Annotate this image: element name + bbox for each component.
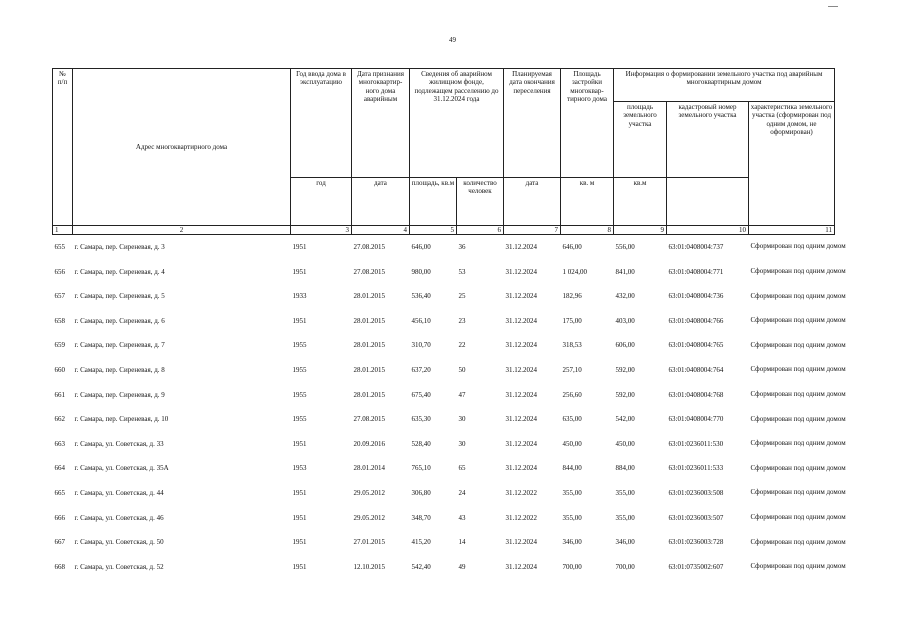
- table-row: [53, 235, 835, 260]
- row-people: 14: [458, 538, 466, 547]
- row-planned-date: 31.12.2022: [505, 489, 538, 498]
- row-planned-date: 31.12.2024: [505, 390, 538, 399]
- row-people: 53: [458, 267, 466, 276]
- row-land-area: 542,00: [615, 415, 635, 424]
- table-row: [53, 432, 835, 457]
- row-address: г. Самара, пер. Сиреневая, д. 5: [74, 292, 165, 301]
- row-number: 665: [54, 489, 65, 498]
- row-land-characteristic: Сформирован под одним домом: [750, 242, 846, 251]
- row-land-characteristic: Сформирован под одним домом: [750, 537, 846, 546]
- table-body: [53, 235, 846, 580]
- row-cadastral-number: 63:01:0408004:770: [668, 415, 724, 424]
- row-address: г. Самара, пер. Сиреневая, д. 7: [74, 341, 165, 350]
- header-planned-date: Планируемая дата окончания переселения: [504, 69, 561, 178]
- row-emergency-date: 28.01.2015: [353, 366, 385, 375]
- row-year-built: 1951: [292, 243, 307, 252]
- table-row: [53, 407, 835, 432]
- row-planned-date: 31.12.2024: [505, 439, 538, 448]
- row-built-area: 257,10: [562, 366, 582, 375]
- row-area: 348,70: [411, 513, 431, 522]
- scan-mark: [828, 6, 838, 7]
- row-emergency-date: 28.01.2015: [353, 316, 385, 325]
- table-row: [53, 284, 835, 309]
- row-year-built: 1955: [292, 415, 307, 424]
- row-land-area: 355,00: [615, 513, 635, 522]
- row-land-area: 606,00: [615, 341, 635, 350]
- row-built-area: 318,53: [562, 341, 582, 350]
- row-built-area: 182,96: [562, 292, 582, 301]
- row-cadastral-number: 63:01:0408004:768: [668, 390, 724, 399]
- row-land-area: 592,00: [615, 390, 635, 399]
- row-cadastral-number: 63:01:0408004:764: [668, 366, 724, 375]
- row-people: 65: [458, 464, 466, 473]
- row-address: г. Самара, пер. Сиреневая, д. 8: [74, 366, 165, 375]
- header-land-area: площадь земельного участка: [614, 102, 667, 178]
- row-area: 542,40: [411, 562, 431, 571]
- row-people: 49: [458, 562, 466, 571]
- row-emergency-date: 12.10.2015: [353, 562, 385, 571]
- unit-cadastral-empty: [667, 178, 749, 226]
- row-land-characteristic: Сформирован под одним домом: [750, 365, 846, 374]
- row-number: 659: [54, 341, 65, 350]
- row-land-area: 355,00: [615, 489, 635, 498]
- row-area: 980,00: [411, 267, 431, 276]
- row-land-characteristic: Сформирован под одним домом: [750, 316, 846, 325]
- row-planned-date: 31.12.2024: [505, 341, 538, 350]
- row-land-characteristic: Сформирован под одним домом: [750, 291, 846, 300]
- row-cadastral-number: 63:01:0408004:765: [668, 341, 724, 350]
- col-number: 11: [749, 226, 835, 235]
- row-area: 675,40: [411, 390, 431, 399]
- row-area: 306,80: [411, 489, 431, 498]
- row-cadastral-number: 63:01:0236011:533: [668, 464, 724, 473]
- row-cadastral-number: 63:01:0408004:736: [668, 292, 724, 301]
- table-row: [53, 456, 835, 481]
- unit-area: площадь, кв.м: [410, 178, 457, 226]
- row-cadastral-number: 63:01:0236003:508: [668, 489, 724, 498]
- row-address: г. Самара, ул. Советская, д. 52: [74, 562, 164, 571]
- col-number: 2: [73, 226, 291, 235]
- row-address: г. Самара, пер. Сиреневая, д. 10: [74, 415, 169, 424]
- row-emergency-date: 20.09.2016: [353, 439, 385, 448]
- row-year-built: 1951: [292, 489, 307, 498]
- table-row: [53, 506, 835, 531]
- row-address: г. Самара, пер. Сиреневая, д. 9: [74, 390, 165, 399]
- header-land-info: Информация о формировании земельного участка под аварийным многоквартирным домом: [614, 69, 835, 102]
- row-land-characteristic: Сформирован под одним домом: [750, 390, 846, 399]
- row-built-area: 256,60: [562, 390, 582, 399]
- row-cadastral-number: 63:01:0408004:766: [668, 316, 724, 325]
- row-number: 657: [54, 292, 65, 301]
- row-built-area: 1 024,00: [562, 267, 588, 276]
- row-cadastral-number: 63:01:0236011:530: [668, 439, 724, 448]
- row-planned-date: 31.12.2024: [505, 415, 538, 424]
- col-number: 3: [291, 226, 352, 235]
- row-built-area: 450,00: [562, 439, 582, 448]
- header-cadastral: кадастровый номер земельного участка: [667, 102, 749, 178]
- row-built-area: 700,00: [562, 562, 582, 571]
- row-land-characteristic: Сформирован под одним домом: [750, 340, 846, 349]
- row-area: 646,00: [411, 243, 431, 252]
- row-area: 635,30: [411, 415, 431, 424]
- row-area: 528,40: [411, 439, 431, 448]
- row-area: 765,10: [411, 464, 431, 473]
- row-land-area: 884,00: [615, 464, 635, 473]
- row-built-area: 646,00: [562, 243, 582, 252]
- row-address: г. Самара, ул. Советская, д. 35А: [74, 464, 169, 473]
- header-emergency-date: Дата признания многоквартир-ного дома аварийным: [352, 69, 410, 178]
- row-people: 50: [458, 366, 466, 375]
- row-number: 667: [54, 538, 65, 547]
- header-land-char: характеристика земельного участка (сформирован под одним домом, не оформирован): [749, 102, 835, 226]
- row-built-area: 635,00: [562, 415, 582, 424]
- row-planned-date: 31.12.2024: [505, 538, 538, 547]
- row-number: 668: [54, 562, 65, 571]
- row-land-characteristic: Сформирован под одним домом: [750, 488, 846, 497]
- row-people: 22: [458, 341, 466, 350]
- col-number: 9: [614, 226, 667, 235]
- unit-sqm: кв. м: [561, 178, 614, 226]
- row-area: 637,20: [411, 366, 431, 375]
- row-cadastral-number: 63:01:0408004:737: [668, 243, 724, 252]
- row-year-built: 1951: [292, 562, 307, 571]
- row-land-area: 592,00: [615, 366, 635, 375]
- row-land-area: 450,00: [615, 439, 635, 448]
- row-year-built: 1955: [292, 390, 307, 399]
- row-built-area: 355,00: [562, 513, 582, 522]
- row-emergency-date: 29.05.2012: [353, 513, 385, 522]
- row-year-built: 1933: [292, 292, 307, 301]
- row-number: 660: [54, 366, 65, 375]
- row-area: 456,10: [411, 316, 431, 325]
- row-emergency-date: 27.08.2015: [353, 415, 385, 424]
- row-emergency-date: 27.08.2015: [353, 267, 385, 276]
- row-land-area: 556,00: [615, 243, 635, 252]
- row-number: 658: [54, 316, 65, 325]
- row-built-area: 346,00: [562, 538, 582, 547]
- row-land-area: 432,00: [615, 292, 635, 301]
- row-address: г. Самара, ул. Советская, д. 50: [74, 538, 164, 547]
- row-emergency-date: 27.08.2015: [353, 243, 385, 252]
- table-row: [53, 383, 835, 408]
- col-number: 10: [667, 226, 749, 235]
- header-num: № п/п: [53, 69, 73, 226]
- row-year-built: 1955: [292, 341, 307, 350]
- table-row: [53, 530, 835, 555]
- row-year-built: 1951: [292, 538, 307, 547]
- row-land-characteristic: Сформирован под одним домом: [750, 439, 846, 448]
- row-year-built: 1951: [292, 316, 307, 325]
- header-year-built: Год ввода дома в эксплуатацию: [291, 69, 352, 178]
- row-cadastral-number: 63:01:0408004:771: [668, 267, 724, 276]
- row-built-area: 844,00: [562, 464, 582, 473]
- row-number: 655: [54, 243, 65, 252]
- row-emergency-date: 28.01.2014: [353, 464, 385, 473]
- row-year-built: 1951: [292, 267, 307, 276]
- row-address: г. Самара, пер. Сиреневая, д. 6: [74, 316, 165, 325]
- col-number: 6: [457, 226, 504, 235]
- row-planned-date: 31.12.2024: [505, 243, 538, 252]
- row-people: 30: [458, 439, 466, 448]
- row-number: 666: [54, 513, 65, 522]
- row-cadastral-number: 63:01:0236003:728: [668, 538, 724, 547]
- row-land-area: 700,00: [615, 562, 635, 571]
- row-planned-date: 31.12.2024: [505, 267, 538, 276]
- row-land-area: 346,00: [615, 538, 635, 547]
- row-people: 30: [458, 415, 466, 424]
- unit-year: год: [291, 178, 352, 226]
- table-row: [53, 555, 835, 580]
- header-built-area: Площадь застройки многоквар-тирного дома: [561, 69, 614, 178]
- row-area: 310,70: [411, 341, 431, 350]
- row-land-characteristic: Сформирован под одним домом: [750, 267, 846, 276]
- row-address: г. Самара, пер. Сиреневая, д. 3: [74, 243, 165, 252]
- row-year-built: 1955: [292, 366, 307, 375]
- col-number: 4: [352, 226, 410, 235]
- row-emergency-date: 28.01.2015: [353, 390, 385, 399]
- unit-date-planned: дата: [504, 178, 561, 226]
- row-land-characteristic: Сформирован под одним домом: [750, 562, 846, 571]
- table-row: [53, 333, 835, 358]
- row-cadastral-number: 63:01:0236003:507: [668, 513, 724, 522]
- row-planned-date: 31.12.2024: [505, 366, 538, 375]
- row-land-characteristic: Сформирован под одним домом: [750, 463, 846, 472]
- row-address: г. Самара, ул. Советская, д. 33: [74, 439, 164, 448]
- row-area: 536,40: [411, 292, 431, 301]
- row-cadastral-number: 63:01:0735002:607: [668, 562, 724, 571]
- row-people: 43: [458, 513, 466, 522]
- row-planned-date: 31.12.2024: [505, 562, 538, 571]
- row-people: 24: [458, 489, 466, 498]
- row-people: 25: [458, 292, 466, 301]
- row-planned-date: 31.12.2024: [505, 292, 538, 301]
- header-fund-info: Сведения об аварийном жилищном фонде, подлежащем расселению до 31.12.2024 года: [410, 69, 504, 178]
- row-emergency-date: 29.05.2012: [353, 489, 385, 498]
- unit-date: дата: [352, 178, 410, 226]
- row-number: 662: [54, 415, 65, 424]
- row-emergency-date: 28.01.2015: [353, 341, 385, 350]
- row-planned-date: 31.12.2024: [505, 464, 538, 473]
- table-row: [53, 358, 835, 383]
- row-emergency-date: 27.01.2015: [353, 538, 385, 547]
- row-address: г. Самара, пер. Сиреневая, д. 4: [74, 267, 165, 276]
- row-address: г. Самара, ул. Советская, д. 46: [74, 513, 164, 522]
- unit-people: количество человек: [457, 178, 504, 226]
- col-number: 1: [53, 226, 73, 235]
- row-year-built: 1953: [292, 464, 307, 473]
- col-number: 7: [504, 226, 561, 235]
- row-number: 661: [54, 390, 65, 399]
- row-land-characteristic: Сформирован под одним домом: [750, 512, 846, 521]
- page-number: 49: [449, 36, 456, 44]
- unit-sqm-land: кв.м: [614, 178, 667, 226]
- row-land-area: 841,00: [615, 267, 635, 276]
- row-number: 664: [54, 464, 65, 473]
- row-area: 415,20: [411, 538, 431, 547]
- row-built-area: 355,00: [562, 489, 582, 498]
- col-number: 5: [410, 226, 457, 235]
- row-people: 47: [458, 390, 466, 399]
- header-address: Адрес многоквартирного дома: [73, 69, 291, 226]
- row-number: 663: [54, 439, 65, 448]
- row-people: 36: [458, 243, 466, 252]
- row-people: 23: [458, 316, 466, 325]
- row-built-area: 175,00: [562, 316, 582, 325]
- table-row: [53, 481, 835, 506]
- row-year-built: 1951: [292, 439, 307, 448]
- row-land-area: 403,00: [615, 316, 635, 325]
- row-address: г. Самара, ул. Советская, д. 44: [74, 489, 164, 498]
- table-row: [53, 309, 835, 334]
- row-land-characteristic: Сформирован под одним домом: [750, 414, 846, 423]
- row-emergency-date: 28.01.2015: [353, 292, 385, 301]
- table-row: [53, 260, 835, 285]
- row-planned-date: 31.12.2024: [505, 316, 538, 325]
- row-number: 656: [54, 267, 65, 276]
- col-number: 8: [561, 226, 614, 235]
- emergency-housing-table: [52, 68, 846, 579]
- row-year-built: 1951: [292, 513, 307, 522]
- row-planned-date: 31.12.2022: [505, 513, 538, 522]
